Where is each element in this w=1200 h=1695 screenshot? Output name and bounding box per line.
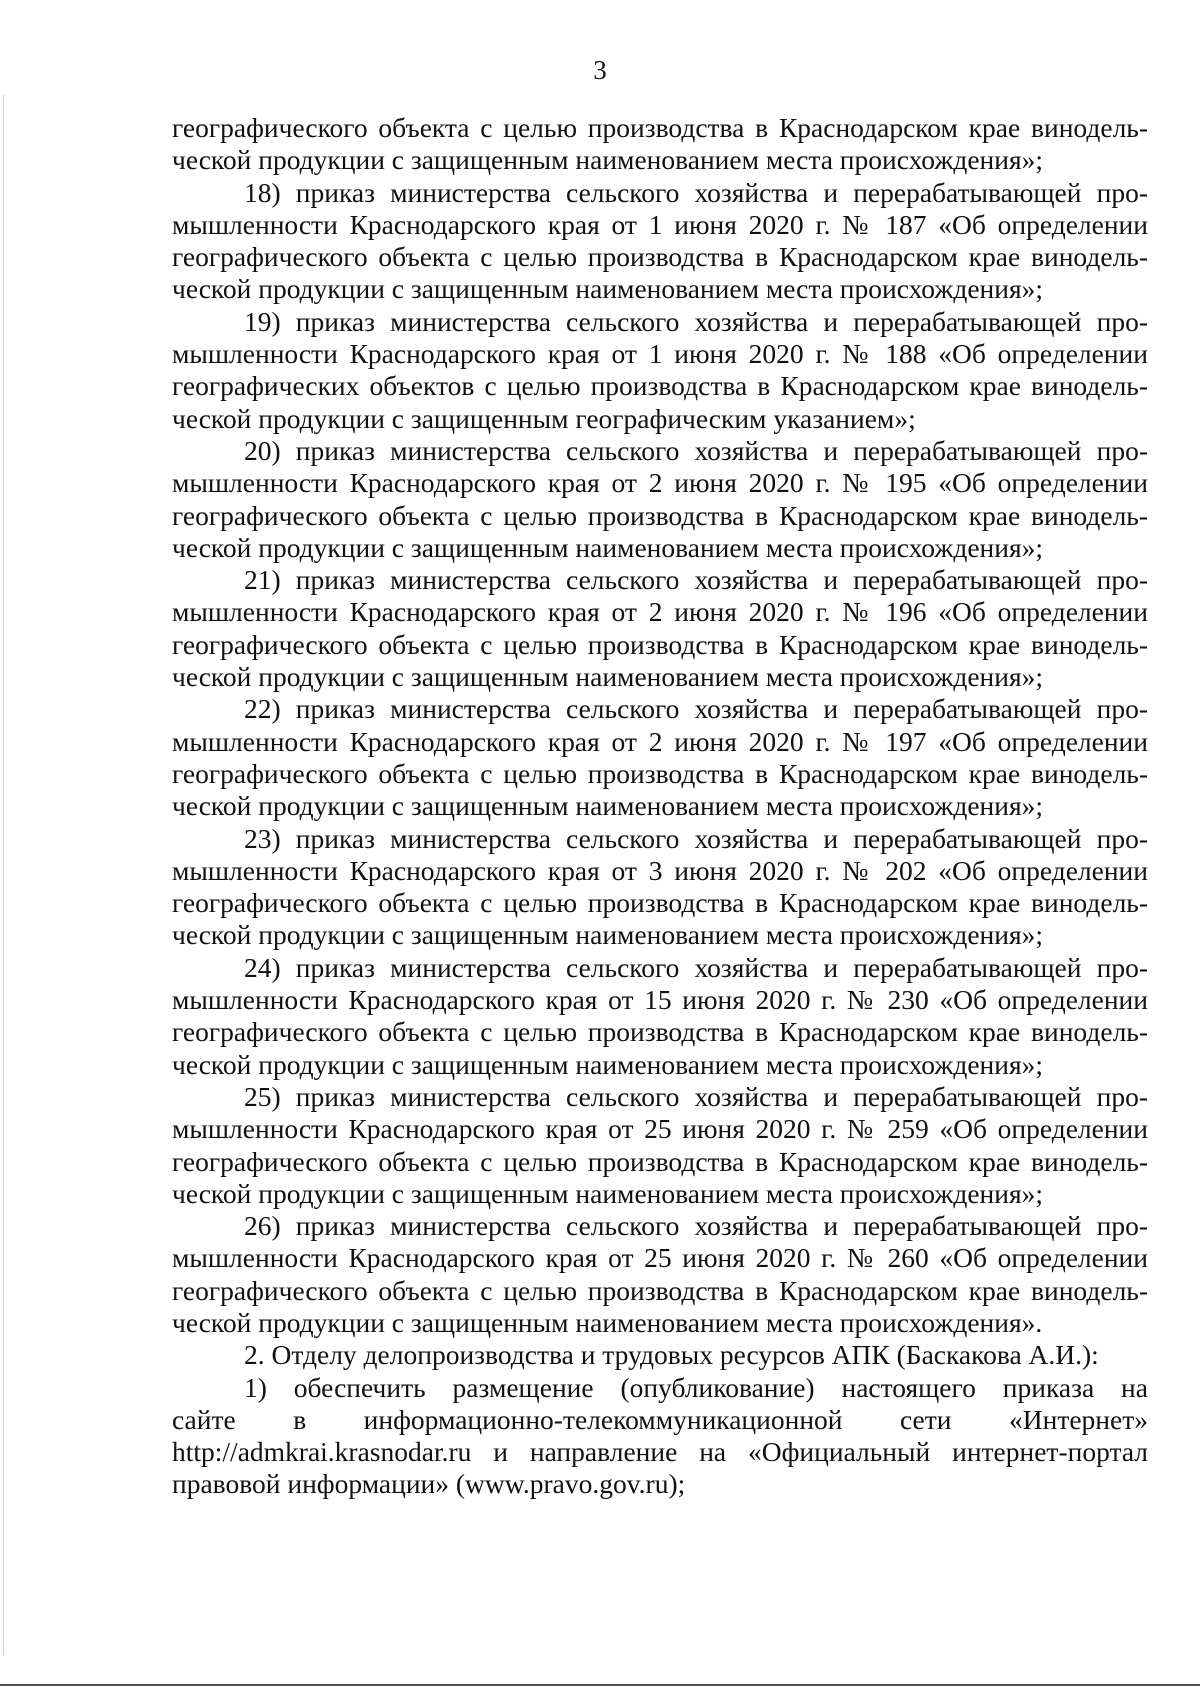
list-item-19 (172, 306, 1148, 435)
text-line: мышленности Краснодарского края от 25 июня 2020 г. № 260 «Об определении (172, 1242, 1148, 1274)
text-line: 21) приказ министерства сельского хозяйства и перерабатывающей про- (244, 564, 1148, 596)
list-item-22 (172, 693, 1148, 822)
text-line: ческой продукции с защищенным наименованием места происхождения»; (172, 1177, 1044, 1209)
text-line: 23) приказ министерства сельского хозяйства и перерабатывающей про- (244, 822, 1148, 854)
text-line: ческой продукции с защищенным наименованием места происхождения»; (172, 273, 1044, 305)
text-line: ческой продукции с защищенным наименованием места происхождения»; (172, 919, 1044, 951)
paragraph-continuation (172, 112, 1148, 177)
list-item-18 (172, 177, 1148, 306)
text-line: 2. Отделу делопроизводства и трудовых ресурсов АПК (Баскакова А.И.): (244, 1339, 1099, 1371)
text-line: географического объекта с целью производства в Краснодарском крае винодель- (172, 241, 1148, 273)
text-line: географического объекта с целью производства в Краснодарском крае винодель- (172, 1274, 1148, 1306)
text-line: географического объекта с целью производства в Краснодарском крае винодель- (172, 112, 1148, 143)
text-line: мышленности Краснодарского края от 25 июня 2020 г. № 259 «Об определении (172, 1113, 1148, 1145)
text-line: мышленности Краснодарского края от 3 июня 2020 г. № 202 «Об определении (172, 854, 1148, 886)
text-line: 18) приказ министерства сельского хозяйства и перерабатывающей про- (244, 176, 1148, 208)
text-line: 1) обеспечить размещение (опубликование) настоящего приказа на (244, 1371, 1148, 1403)
text-line: географического объекта с целью производства в Краснодарском крае винодель- (172, 499, 1148, 531)
text-line: мышленности Краснодарского края от 1 июня 2020 г. № 188 «Об определении (172, 338, 1148, 370)
scan-edge-bottom (0, 1684, 1200, 1686)
text-line: правовой информации» (www.pravo.gov.ru); (172, 1468, 686, 1500)
text-line: 26) приказ министерства сельского хозяйства и перерабатывающей про- (244, 1210, 1148, 1242)
text-line: географического объекта с целью производства в Краснодарском крае винодель- (172, 887, 1148, 919)
section-2-heading (172, 1339, 1148, 1371)
text-line: сайте в информационно-телекоммуникационной сети «Интернет» (172, 1403, 1148, 1435)
text-line: 25) приказ министерства сельского хозяйства и перерабатывающей про- (244, 1080, 1148, 1112)
list-item-21 (172, 564, 1148, 693)
text-line: ческой продукции с защищенным наименованием места происхождения»; (172, 790, 1044, 822)
document-body (172, 112, 1148, 1501)
text-line: 19) приказ министерства сельского хозяйства и перерабатывающей про- (244, 305, 1148, 337)
page-number: 3 (593, 55, 607, 85)
text-line: географического объекта с целью производства в Краснодарском крае винодель- (172, 1145, 1148, 1177)
list-item-25 (172, 1081, 1148, 1210)
text-line: ческой продукции с защищенным наименованием места происхождения»; (172, 531, 1044, 563)
text-line: ческой продукции с защищенным наименованием места происхождения»; (172, 1048, 1044, 1080)
text-line: мышленности Краснодарского края от 15 июня 2020 г. № 230 «Об определении (172, 984, 1148, 1016)
list-item-26 (172, 1210, 1148, 1339)
text-line: мышленности Краснодарского края от 2 июня 2020 г. № 196 «Об определении (172, 596, 1148, 628)
text-line: ческой продукции с защищенным географическим указанием»; (172, 402, 916, 434)
list-item-20 (172, 435, 1148, 564)
text-line: географического объекта с целью производства в Краснодарском крае винодель- (172, 1016, 1148, 1048)
text-line: 24) приказ министерства сельского хозяйства и перерабатывающей про- (244, 951, 1148, 983)
text-line: 22) приказ министерства сельского хозяйства и перерабатывающей про- (244, 693, 1148, 725)
text-line: 20) приказ министерства сельского хозяйства и перерабатывающей про- (244, 434, 1148, 466)
list-item-23 (172, 823, 1148, 952)
scan-edge-left (3, 95, 4, 1655)
text-line: географического объекта с целью производства в Краснодарском крае винодель- (172, 628, 1148, 660)
text-line: мышленности Краснодарского края от 2 июня 2020 г. № 195 «Об определении (172, 467, 1148, 499)
text-line: географических объектов с целью производства в Краснодарском крае винодель- (172, 370, 1148, 402)
text-line: ческой продукции с защищенным наименованием места происхождения». (172, 1306, 1043, 1338)
list-item-24 (172, 952, 1148, 1081)
text-line: мышленности Краснодарского края от 2 июня 2020 г. № 197 «Об определении (172, 725, 1148, 757)
section-2-item-1 (172, 1372, 1148, 1501)
text-line: мышленности Краснодарского края от 1 июня 2020 г. № 187 «Об определении (172, 208, 1148, 240)
text-line: ческой продукции с защищенным наименованием места происхождения»; (172, 661, 1044, 693)
text-line: http://admkrai.krasnodar.ru и направление на «Официальный интернет-портал (172, 1436, 1148, 1468)
text-line: географического объекта с целью производства в Краснодарском крае винодель- (172, 757, 1148, 789)
text-line: ческой продукции с защищенным наименованием места происхождения»; (172, 144, 1044, 176)
